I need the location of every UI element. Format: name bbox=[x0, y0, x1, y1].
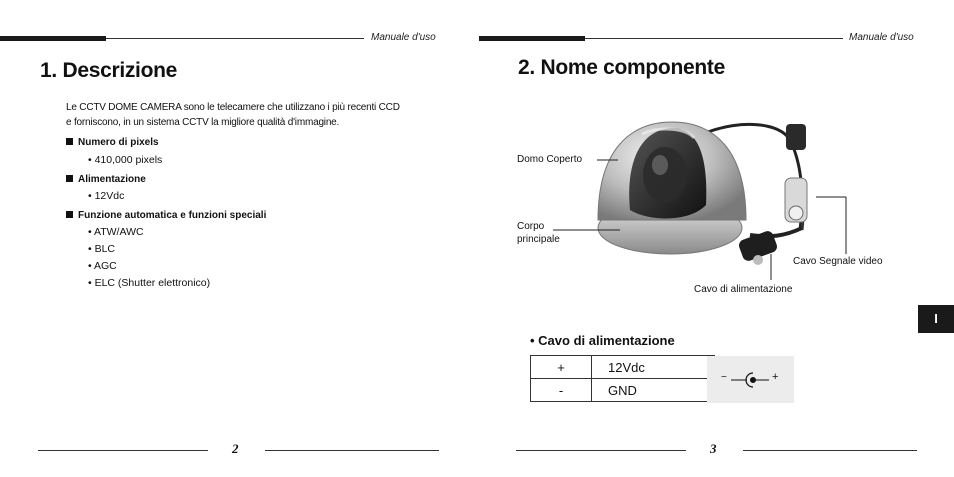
list-item: • BLC bbox=[88, 243, 116, 255]
polarity-symbol-icon bbox=[731, 370, 771, 390]
section-heading-power: Alimentazione bbox=[66, 174, 146, 185]
list-item: • 12Vdc bbox=[88, 190, 125, 202]
label-cavo-alimentazione: Cavo di alimentazione bbox=[694, 284, 793, 295]
square-bullet-icon bbox=[66, 211, 73, 218]
label-principale: principale bbox=[517, 234, 560, 245]
left-header-rule bbox=[106, 38, 364, 39]
label-cavo-segnale-video: Cavo Segnale video bbox=[793, 256, 883, 267]
table-cell-value: 12Vdc bbox=[592, 356, 715, 379]
polarity-diagram bbox=[707, 356, 794, 403]
left-footer-rule-right bbox=[265, 450, 439, 451]
list-item: • ATW/AWC bbox=[88, 226, 144, 238]
right-header-text: Manuale d'uso bbox=[849, 32, 914, 43]
table-row bbox=[531, 356, 715, 379]
right-footer-rule-left bbox=[516, 450, 686, 451]
plus-label: + bbox=[772, 371, 779, 383]
label-domo-coperto: Domo Coperto bbox=[517, 154, 583, 165]
minus-label: − bbox=[721, 372, 727, 383]
list-item: • 410,000 pixels bbox=[88, 154, 163, 166]
section-heading-functions: Funzione automatica e funzioni speciali bbox=[66, 210, 266, 221]
table-cell-symbol: - bbox=[531, 379, 592, 402]
square-bullet-icon bbox=[66, 138, 73, 145]
label-corpo: Corpo bbox=[517, 221, 545, 232]
left-header-thick-rule bbox=[0, 36, 106, 41]
right-page-number: 3 bbox=[710, 441, 717, 456]
callout-lines bbox=[550, 150, 850, 290]
side-tab: I bbox=[918, 305, 954, 333]
left-header-text: Manuale d'uso bbox=[371, 32, 436, 43]
right-footer-rule-right bbox=[743, 450, 917, 451]
intro-line-2: e forniscono, in un sistema CCTV la migliore qualità d'immagine. bbox=[66, 117, 340, 128]
list-item: • AGC bbox=[88, 260, 117, 272]
section-heading-pixels: Numero di pixels bbox=[66, 137, 159, 148]
table-cell-symbol: + bbox=[531, 356, 592, 379]
left-page-number: 2 bbox=[232, 441, 239, 456]
table-row bbox=[531, 379, 715, 402]
right-page-title: 2. Nome componente bbox=[518, 56, 725, 79]
left-footer-rule-left bbox=[38, 450, 208, 451]
table-cell-value: GND bbox=[592, 379, 715, 402]
power-table bbox=[530, 355, 715, 402]
left-page-title: 1. Descrizione bbox=[40, 59, 178, 82]
square-bullet-icon bbox=[66, 175, 73, 182]
right-header-rule bbox=[585, 38, 843, 39]
right-header-thick-rule bbox=[479, 36, 585, 41]
list-item: • ELC (Shutter elettronico) bbox=[88, 277, 211, 289]
power-cable-title: • Cavo di alimentazione bbox=[530, 333, 675, 348]
intro-paragraph bbox=[66, 100, 426, 130]
intro-line-1: Le CCTV DOME CAMERA sono le telecamere che utilizzano i più recenti CCD bbox=[66, 102, 400, 113]
